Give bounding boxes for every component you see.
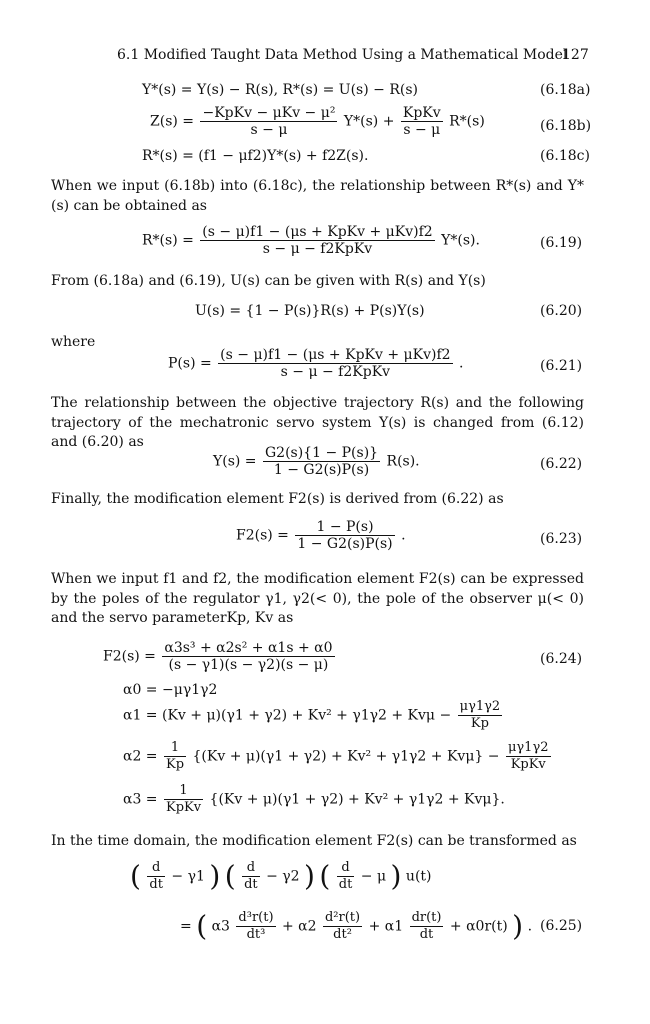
paragraph-4: Finally, the modification element F2(s) is derived from (6.22) as [51,491,504,507]
alpha-3-prefactor [164,783,203,816]
alpha-3-coeff: α3 [211,918,230,935]
alpha-1-lhs: α1 = (Kv + μ)(γ1 + γ2) + Kv² + γ1γ2 + Kvμ − [123,707,452,724]
eq-6-18b-frac2-denominator: s − μ [403,122,441,138]
alpha-2-middle: {(Kv + μ)(γ1 + γ2) + Kv² + γ1γ2 + Kvμ} − [192,748,500,765]
alpha-2-prefactor [164,740,186,773]
eq-6-19-numerator: (s − μ)f1 − (μs + KpKv + μKv)f2 [202,224,433,240]
equation-number-6-25: (6.25) [540,918,583,934]
equation-number-6-22: (6.22) [540,456,583,472]
eq-6-23-lhs: F2(s) = [236,527,289,544]
eq-6-22-tail: R(s). [386,453,420,470]
paragraph-2: From (6.18a) and (6.19), U(s) can be given with R(s) and Y(s) [51,273,486,289]
eq-6-18b-tail: R*(s) [449,113,485,130]
equation-number-6-23: (6.23) [540,531,583,547]
equation-number-6-18b: (6.18b) [540,118,592,134]
eq-6-23-numerator: 1 − P(s) [295,519,394,536]
equation-6-18b [150,105,485,138]
paragraph-where: where [51,334,96,350]
eq-6-24-numerator: α3s³ + α2s² + α1s + α0 [164,640,333,656]
alpha-2-fraction [506,740,551,773]
equation-6-20: U(s) = {1 − P(s)}R(s) + P(s)Y(s) [195,303,425,319]
alpha-1-fraction [458,699,503,732]
alpha-1-denominator: Kp [470,716,489,731]
eq-6-24-denominator: (s − γ1)(s − γ2)(s − μ) [168,657,329,673]
eq-6-18b-frac1-denominator: s − μ [250,122,288,138]
equation-6-18a: Y*(s) = Y(s) − R(s), R*(s) = U(s) − R(s) [142,82,418,98]
eq-6-24-fraction [162,640,334,673]
equation-number-6-18c: (6.18c) [540,148,590,164]
eq-6-21-tail: . [459,355,464,372]
eq-6-21-lhs: P(s) = [168,355,212,372]
alpha-2-prefactor-denominator: Kp [166,757,185,772]
eq-6-18b-fraction-2 [401,105,443,138]
alpha-2-prefactor-numerator: 1 [164,740,186,757]
u-of-t: u(t) [405,868,432,885]
alpha-2-numerator: μγ1γ2 [507,740,549,755]
alpha-2-definition [123,740,553,773]
alpha-2-lhs: α2 = [123,748,158,765]
paragraph-6: In the time domain, the modification element F2(s) can be transformed as [51,833,577,849]
d-dt-operator-2: $\frac{d}{dt}$ [244,860,258,892]
equation-6-25-line-1: ( $\frac{d}{dt}$ − γ1 ) ( $\frac{d}{dt}$ − γ2 ) ( $\frac{d}{dt}$ − μ ) u(t) [130,859,432,893]
paragraph-3: The relationship between the objective trajectory R(s) and the following trajectory of the mechatronic servo system Y(s) is changed from (6.12) and (6.20) as [51,395,584,450]
equation-number-6-24: (6.24) [540,651,583,667]
eq-6-18b-frac2-numerator: KpKv [402,105,441,121]
alpha-1-numerator: μγ1γ2 [459,699,501,714]
d-dt-operator-1: $\frac{d}{dt}$ [149,860,163,892]
eq-6-19-fraction [200,224,434,257]
equation-6-24 [103,640,337,673]
alpha-3-prefactor-numerator: 1 [164,783,203,800]
eq-6-22-denominator: 1 − G2(s)P(s) [273,462,370,478]
paragraph-1: When we input (6.18b) into (6.18c), the relationship between R*(s) and Y*(s) can be obtained as [51,178,584,214]
eq-6-19-tail: Y*(s). [441,232,480,249]
equation-number-6-21: (6.21) [540,358,583,374]
equation-6-23 [236,519,406,552]
eq-6-19-lhs: R*(s) = [142,232,194,249]
gamma-1-term: − γ1 [171,868,205,885]
second-derivative: $\frac{\text{d²r(t)}}{\text{dt²}}$ [324,910,361,942]
alpha-1-definition [123,699,504,732]
eq-6-22-numerator: G2(s){1 − P(s)} [264,445,379,461]
equals-sign: = [180,918,192,935]
alpha-2-coeff: + α2 [281,918,317,935]
alpha-3-definition [123,783,505,816]
alpha-3-middle: {(Kv + μ)(γ1 + γ2) + Kv² + γ1γ2 + Kvμ}. [209,791,505,808]
gamma-2-term: − γ2 [266,868,300,885]
alpha-3-prefactor-denominator: KpKv [166,800,202,815]
equation-6-19 [142,224,480,257]
eq-6-18b-middle: Y*(s) + [343,113,395,130]
equation-6-18c: R*(s) = (f1 − μf2)Y*(s) + f2Z(s). [142,148,369,164]
d-dt-operator-3: $\frac{d}{dt}$ [338,860,353,892]
eq-6-21-fraction [218,347,452,380]
alpha-2-denominator: KpKv [510,757,546,772]
third-derivative: $\frac{\text{d³r(t)}}{\text{dt³}}$ [238,910,274,942]
eq-6-24-lhs: F2(s) = [103,648,156,665]
eq-6-22-fraction [263,445,380,478]
paragraph-5: When we input f1 and f2, the modification element F2(s) can be expressed by the poles of the regulator γ1, γ2(< 0), the pole of the observer μ(< 0) and the servo parameterKp, Kv as [51,571,584,626]
running-header: 6.1 Modified Taught Data Method Using a Mathematical Model [117,47,568,63]
eq-6-21-denominator: s − μ − f2KpKv [280,364,391,380]
mu-term: − μ [360,868,387,885]
eq-6-18b-frac1-numerator: −KpKv − μKv − μ² [202,105,336,121]
eq-6-22-lhs: Y(s) = [213,453,257,470]
equation-6-21 [168,347,463,380]
eq-6-21-numerator: (s − μ)f1 − (μs + KpKv + μKv)f2 [220,347,451,363]
page-number: 127 [562,47,589,63]
alpha-1-coeff: + α1 [368,918,404,935]
eq-6-19-denominator: s − μ − f2KpKv [262,241,373,257]
equation-number-6-20: (6.20) [540,303,583,319]
alpha-0-term: + α0r(t) [449,918,508,935]
equation-6-25-line-2: = ( α3 $\frac{\text{d³r(t)}}{\text{dt³}}$ + α2 $\frac{\text{d²r(t)}}{\text{dt²}}$ + α1 $\frac{dr(t)}{dt}$ + α0r(t) ) . [180,909,533,943]
eq-6-23-fraction [295,519,394,552]
eq-6-23-tail: . [401,527,406,544]
eq-6-18b-lhs: Z(s) = [150,113,195,130]
equation-number-6-19: (6.19) [540,235,583,251]
first-derivative: $\frac{dr(t)}{dt}$ [411,910,442,942]
eq-6-18b-fraction-1 [200,105,337,138]
alpha-3-lhs: α3 = [123,791,158,808]
equation-6-22 [213,445,420,478]
alpha-0-definition: α0 = −μγ1γ2 [123,682,218,698]
eq-6-23-denominator: 1 − G2(s)P(s) [297,536,393,552]
equation-number-6-18a: (6.18a) [540,82,591,98]
